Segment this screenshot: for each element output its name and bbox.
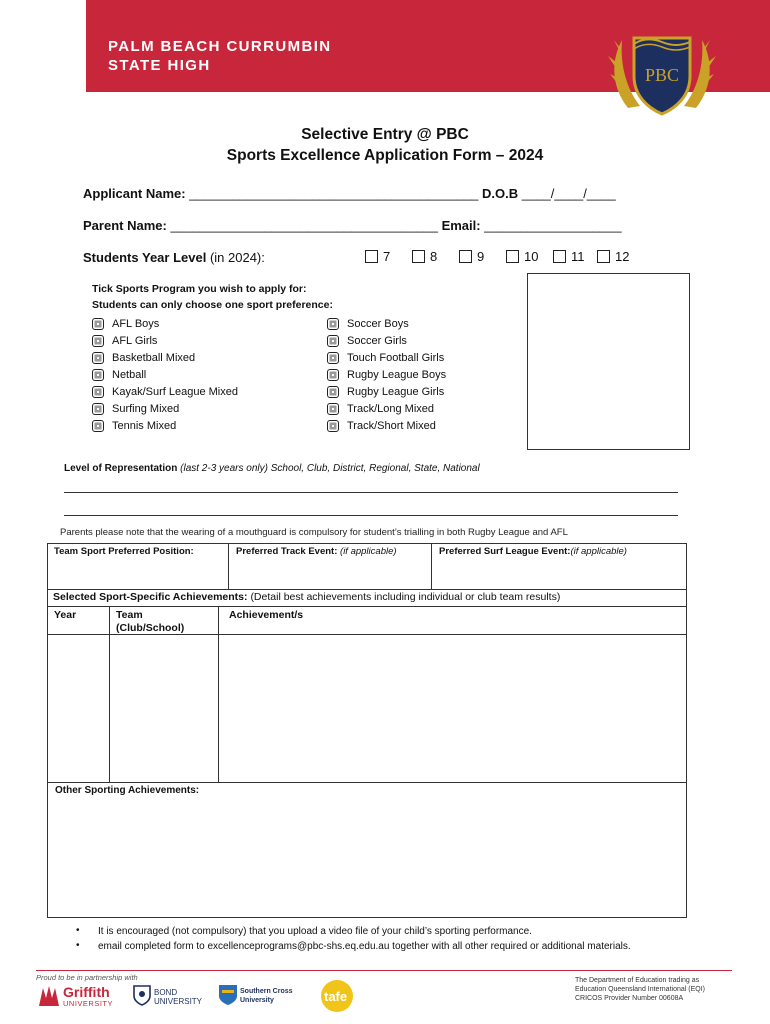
sport-option[interactable] — [92, 316, 159, 331]
checkbox-icon[interactable] — [92, 369, 104, 381]
table-divider — [47, 606, 687, 607]
checkbox-icon[interactable] — [92, 403, 104, 415]
year-level-label-text: Students Year Level — [83, 250, 207, 265]
sport-label: AFL Boys — [112, 317, 160, 330]
year-option-label: 11 — [571, 249, 585, 264]
table-divider — [47, 782, 687, 783]
sport-label: Netball — [112, 368, 147, 381]
sport-option[interactable] — [327, 333, 407, 348]
school-name — [108, 37, 332, 75]
checkbox-icon[interactable] — [506, 250, 519, 263]
pbc-crest-logo — [606, 18, 718, 122]
sport-label: Tennis Mixed — [112, 419, 177, 432]
griffith-name: Griffith — [63, 984, 110, 1000]
surf-event-label: Preferred Surf League Event: — [439, 546, 571, 557]
bond-name — [154, 988, 202, 1006]
email-note: email completed form to excellenceprograms@pbc-shs.eq.edu.au together with all other required or additional materials. — [98, 941, 631, 952]
checkbox-icon[interactable] — [92, 318, 104, 330]
checkbox-icon[interactable] — [327, 420, 339, 432]
sport-option[interactable] — [92, 384, 238, 399]
surf-event-hint: (if applicable) — [570, 546, 627, 557]
sport-label: Rugby League Boys — [347, 368, 447, 381]
school-name-line2: STATE HIGH — [108, 57, 211, 74]
year-option-label: 7 — [383, 249, 391, 264]
sport-option[interactable] — [327, 418, 436, 433]
tafe-logo — [320, 979, 356, 1018]
sport-label: Kayak/Surf League Mixed — [112, 385, 238, 398]
dept-line2: Education Queensland International (EQI) — [575, 986, 705, 993]
dept-line1: The Department of Education trading as — [575, 977, 700, 984]
logo-text: PBC — [644, 65, 680, 85]
photo-box[interactable] — [527, 273, 690, 450]
parent-name-label: Parent Name: — [83, 218, 167, 233]
scu-name-line2: University — [240, 997, 274, 1004]
sport-option[interactable] — [92, 418, 176, 433]
scu-name — [240, 987, 293, 1005]
checkbox-icon[interactable] — [92, 335, 104, 347]
dob-field[interactable]: ____/____/____ — [521, 186, 616, 201]
sport-option[interactable] — [92, 333, 157, 348]
sport-label: Surfing Mixed — [112, 402, 180, 415]
dept-info — [575, 976, 705, 1003]
representation-hint: (last 2-3 years only) School, Club, District, Regional, State, National — [180, 463, 480, 474]
checkbox-icon[interactable] — [327, 335, 339, 347]
year-checkbox-9[interactable] — [459, 249, 484, 264]
year-level-suffix: (in 2024): — [209, 250, 265, 265]
applicant-name-field[interactable]: ________________________________________ — [189, 186, 479, 201]
sports-subheading: Students can only choose one sport preference: — [92, 299, 333, 311]
representation-line-1[interactable] — [64, 492, 678, 493]
sport-option[interactable] — [327, 316, 409, 331]
year-checkbox-10[interactable] — [506, 249, 538, 264]
year-option-label: 12 — [615, 249, 630, 264]
mouthguard-note: Parents please note that the wearing of a mouthguard is compulsory for student’s trialling in both Rugby League and AFL — [60, 527, 568, 538]
representation-line-2[interactable] — [64, 515, 678, 516]
achievements-heading-label: Selected Sport-Specific Achievements: — [53, 591, 248, 603]
form-title-line2: Sports Excellence Application Form – 2024 — [226, 147, 544, 164]
team-column-header-sub: (Club/School) — [116, 622, 185, 634]
tafe-name: tafe — [324, 989, 348, 1004]
sport-label: Track/Short Mixed — [347, 419, 436, 432]
dept-line3: CRICOS Provider Number 00608A — [575, 995, 684, 1002]
scu-logo — [218, 984, 293, 1011]
sport-option[interactable] — [327, 384, 444, 399]
parent-name-row — [83, 218, 622, 233]
bond-name-line1: BOND — [154, 988, 178, 997]
table-divider — [431, 543, 432, 590]
sport-label: Touch Football Girls — [347, 351, 445, 364]
email-field[interactable]: ___________________ — [484, 218, 622, 233]
checkbox-icon[interactable] — [597, 250, 610, 263]
sport-label: Basketball Mixed — [112, 351, 196, 364]
form-title-line1: Selective Entry @ PBC — [301, 126, 469, 143]
table-divider — [218, 606, 219, 782]
sport-option[interactable] — [92, 350, 195, 365]
dob-label: D.O.B — [482, 186, 519, 201]
year-checkbox-8[interactable] — [412, 249, 437, 264]
track-event-cell[interactable] — [236, 546, 397, 557]
partner-text: Proud to be in partnership with — [36, 973, 138, 982]
year-option-label: 9 — [477, 249, 485, 264]
bond-name-line2: UNIVERSITY — [154, 997, 203, 1006]
sport-option[interactable] — [92, 367, 146, 382]
bond-crest-icon — [132, 984, 152, 1006]
email-label: Email: — [441, 218, 481, 233]
sport-label: Soccer Girls — [347, 334, 407, 347]
scu-name-line1: Southern Cross — [240, 988, 293, 995]
checkbox-icon[interactable] — [327, 369, 339, 381]
achievements-heading-hint: (Detail best achievements including individual or club team results) — [250, 591, 561, 603]
scu-shield-icon — [218, 984, 238, 1006]
table-divider — [109, 606, 110, 782]
team-position-cell[interactable]: Team Sport Preferred Position: — [54, 546, 194, 557]
checkbox-icon[interactable] — [459, 250, 472, 263]
checkbox-icon[interactable] — [412, 250, 425, 263]
sports-heading: Tick Sports Program you wish to apply for: — [92, 283, 307, 295]
checkbox-icon[interactable] — [327, 403, 339, 415]
applicant-name-label: Applicant Name: — [83, 186, 186, 201]
other-achievements-label: Other Sporting Achievements: — [55, 785, 200, 796]
applicant-name-row — [83, 186, 616, 201]
year-column-header: Year — [54, 609, 77, 621]
checkbox-icon[interactable] — [365, 250, 378, 263]
griffith-sub: UNIVERSITY — [63, 999, 114, 1008]
year-checkbox-11[interactable] — [553, 249, 585, 264]
year-checkbox-7[interactable] — [365, 249, 390, 264]
year-option-label: 10 — [524, 249, 539, 264]
parent-name-field[interactable]: _____________________________________ — [170, 218, 438, 233]
checkbox-icon[interactable] — [327, 318, 339, 330]
sport-option[interactable] — [92, 401, 179, 416]
checkbox-icon[interactable] — [553, 250, 566, 263]
checkbox-icon[interactable] — [327, 386, 339, 398]
representation-row — [64, 463, 480, 474]
achievements-table — [47, 589, 687, 918]
checkbox-icon[interactable] — [327, 352, 339, 364]
sport-option[interactable] — [327, 401, 434, 416]
bullet-icon: • — [76, 925, 80, 936]
sport-label: AFL Girls — [112, 334, 158, 347]
representation-label: Level of Representation — [64, 463, 178, 474]
sport-label: Rugby League Girls — [347, 385, 445, 398]
table-divider — [47, 634, 687, 635]
bond-logo — [132, 984, 203, 1011]
griffith-logo — [37, 984, 129, 1013]
school-name-line1: PALM BEACH CURRUMBIN — [108, 38, 332, 55]
sport-option[interactable] — [327, 350, 444, 365]
bullet-icon: • — [76, 940, 80, 951]
year-level-label — [83, 250, 265, 265]
achievements-heading — [53, 591, 560, 603]
sport-label: Soccer Boys — [347, 317, 409, 330]
video-note: It is encouraged (not compulsory) that you upload a video file of your child’s sporting performance. — [98, 926, 532, 937]
checkbox-icon[interactable] — [92, 352, 104, 364]
year-option-label: 8 — [430, 249, 438, 264]
achievement-column-header: Achievement/s — [229, 609, 304, 621]
checkbox-icon[interactable] — [92, 420, 104, 432]
track-event-hint: (if applicable) — [340, 546, 397, 557]
track-event-label: Preferred Track Event: — [236, 546, 338, 557]
surf-event-cell[interactable] — [439, 546, 627, 557]
sport-option[interactable] — [327, 367, 446, 382]
year-checkbox-12[interactable] — [597, 249, 629, 264]
footer-rule — [36, 970, 732, 971]
checkbox-icon[interactable] — [92, 386, 104, 398]
table-divider — [228, 543, 229, 590]
team-column-header: Team — [116, 609, 143, 621]
sport-label: Track/Long Mixed — [347, 402, 435, 415]
